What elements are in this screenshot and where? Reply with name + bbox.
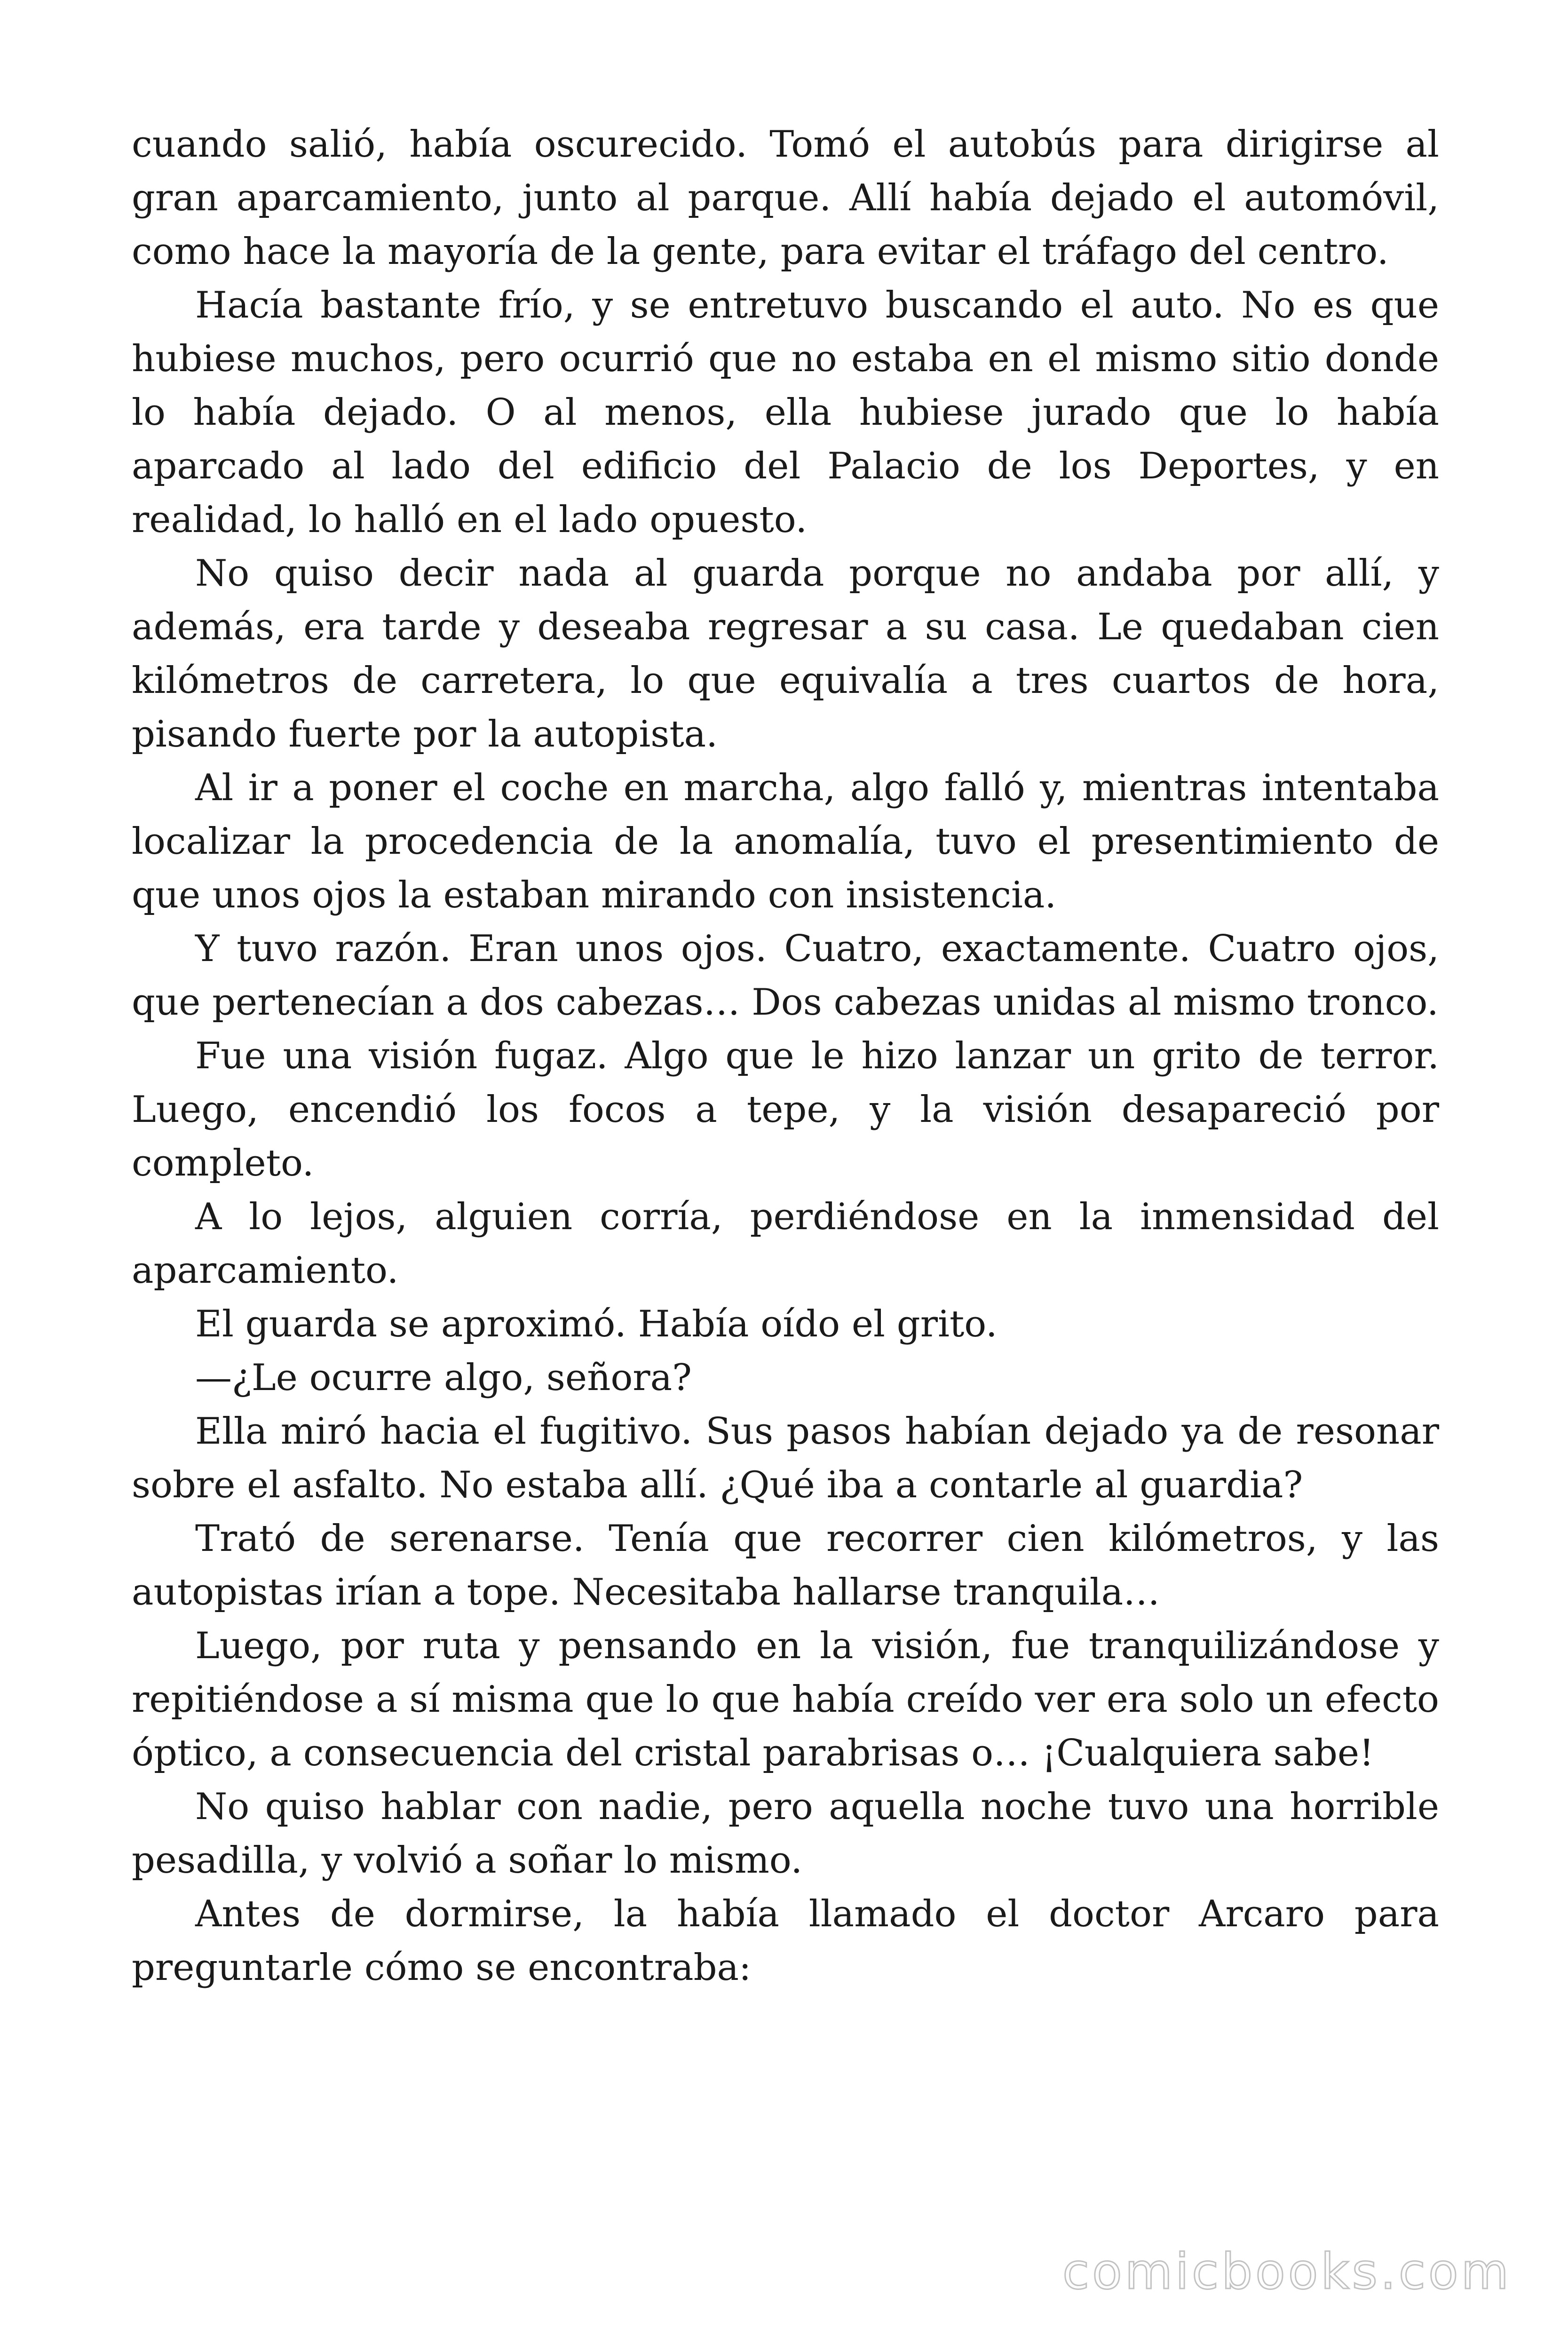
paragraph: No quiso decir nada al guarda porque no andaba por allí, y además, era tarde y deseaba regresar a su casa. Le quedaban cien kilómetros de carretera, lo que equivalía a tres cuartos de hora, pisando fuerte por la autopista.: [132, 552, 1439, 755]
watermark: comicbooks.com: [1062, 2243, 1512, 2300]
book-page-text: [132, 118, 1439, 1994]
paragraph: El guarda se aproximó. Había oído el grito.: [195, 1303, 998, 1345]
paragraph: cuando salió, había oscurecido. Tomó el autobús para dirigirse al gran aparcamiento, junto al parque. Allí había dejado el automóvil, como hace la mayoría de la gente, para evitar el tráfago del centro.: [132, 123, 1439, 273]
paragraph: Luego, por ruta y pensando en la visión, fue tranquilizándose y repitiéndose a sí misma que lo que había creído ver era solo un efecto óptico, a consecuencia del cristal parabrisas o… ¡Cualquiera sabe!: [132, 1625, 1439, 1774]
paragraph: Al ir a poner el coche en marcha, algo falló y, mientras intentaba localizar la procedencia de la anomalía, tuvo el presentimiento de que unos ojos la estaban mirando con insistencia.: [132, 767, 1439, 916]
paragraph: Y tuvo razón. Eran unos ojos. Cuatro, exactamente. Cuatro ojos, que pertenecían a dos cabezas… Dos cabezas unidas al mismo tronco.: [132, 928, 1439, 1024]
paragraph: A lo lejos, alguien corría, perdiéndose en la inmensidad del aparcamiento.: [132, 1196, 1439, 1292]
paragraph: Trató de serenarse. Tenía que recorrer cien kilómetros, y las autopistas irían a tope. Necesitaba hallarse tranquila…: [132, 1518, 1439, 1613]
paragraph: Fue una visión fugaz. Algo que le hizo lanzar un grito de terror. Luego, encendió los focos a tepe, y la visión desapareció por completo.: [132, 1035, 1439, 1184]
paragraph: Ella miró hacia el fugitivo. Sus pasos habían dejado ya de resonar sobre el asfalto. No estaba allí. ¿Qué iba a contarle al guardia?: [132, 1410, 1439, 1506]
paragraph: Hacía bastante frío, y se entretuvo buscando el auto. No es que hubiese muchos, pero ocurrió que no estaba en el mismo sitio donde lo había dejado. O al menos, ella hubiese jurado que lo había aparcado al lado del edificio del Palacio de los Deportes, y en realidad, lo halló en el lado opuesto.: [132, 284, 1439, 541]
dialogue-line: —¿Le ocurre algo, señora?: [195, 1357, 692, 1399]
paragraph: No quiso hablar con nadie, pero aquella noche tuvo una horrible pesadilla, y volvió a soñar lo mismo.: [132, 1786, 1439, 1882]
paragraph: Antes de dormirse, la había llamado el doctor Arcaro para preguntarle cómo se encontraba:: [132, 1893, 1439, 1989]
